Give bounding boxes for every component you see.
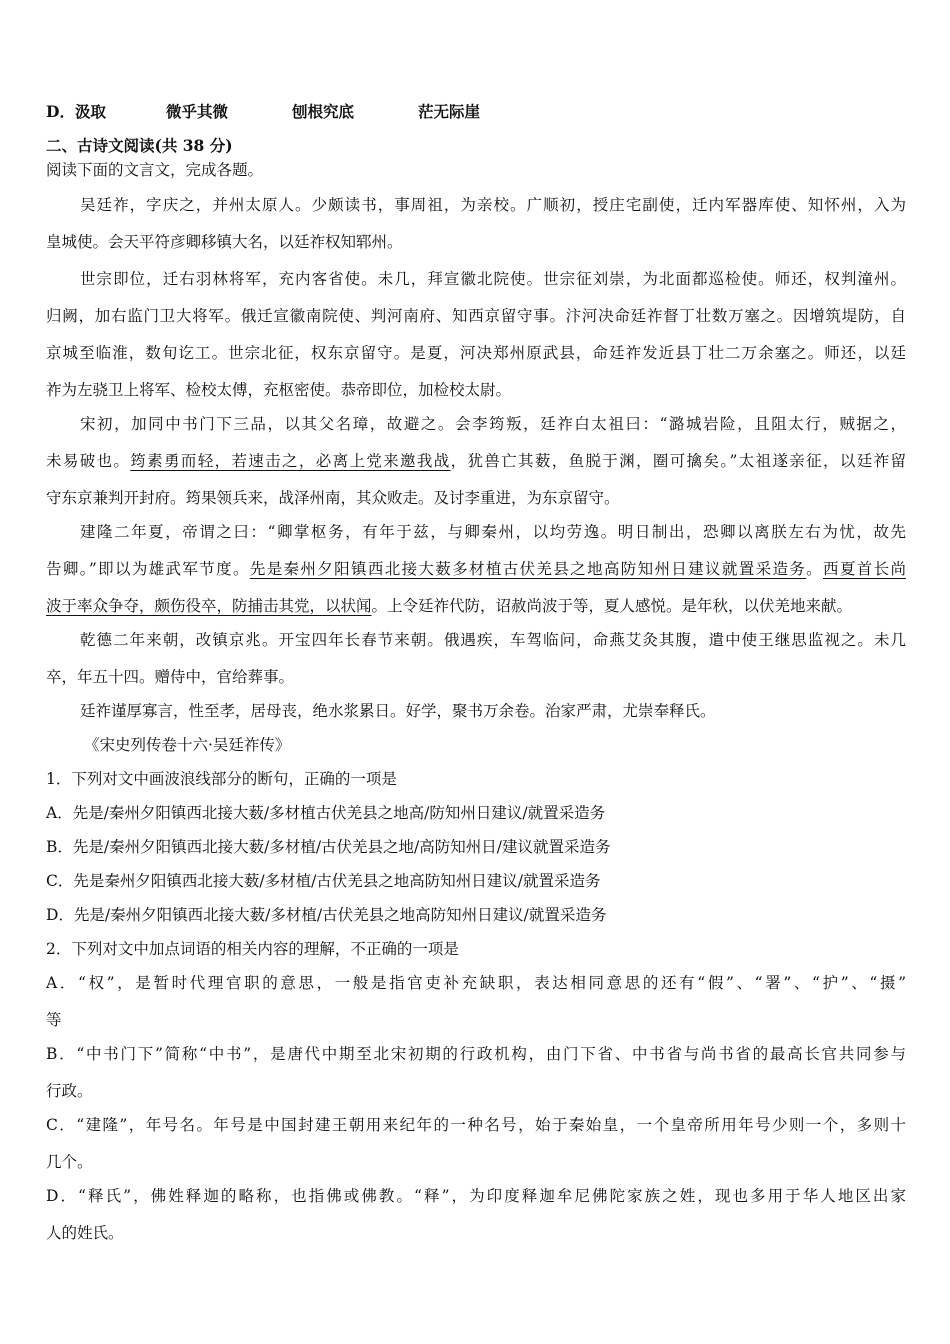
- p4-l3-part-b: 。上令廷祚代防，诏赦尚波于等，夏人感悦。是年秋，以伏羌地来献。: [371, 597, 853, 615]
- passage-p2-line1: 世宗即位，迁右羽林将军，充内客省使。未几，拜宣徽北院使。世宗征刘崇，为北面都巡检使。师还，权判潼州。: [80, 270, 906, 288]
- passage-p5-line1: 乾德二年来朝，改镇京兆。开宝四年长春节来朝。俄遇疾，车驾临问，命燕艾灸其腹，遣中使王继思监视之。未几: [80, 631, 906, 649]
- p3-l2-part-c: ，犹兽亡其薮，鱼脱于渊，圈可擒矣。”太祖遂亲征，以廷祚留: [450, 452, 906, 470]
- q2-option-c-line1: C．“建隆”，年号名。年号是中国封建王朝用来纪年的一种名号，始于秦始皇，一个皇帝所用年号少则一个，多则十: [46, 1116, 906, 1134]
- passage-p5-line2: 卒，年五十四。赠侍中，官给葬事。: [46, 668, 295, 686]
- section-instruction: 阅读下面的文言文，完成各题。: [46, 161, 264, 179]
- underlined-sentence-2-end: 波于率众争夺，颇伤役卒，防捕击其党，以状闻: [46, 597, 372, 615]
- passage-p4-line1: 建隆二年夏，帝谓之曰：“卿掌枢务，有年于兹，与卿秦州，以均劳逸。明日制出，恐卿以离朕左右为忧，故先: [80, 523, 906, 541]
- q2-option-a-line2: 等: [46, 1011, 62, 1029]
- p3-l2-part-a: 未易破也。: [46, 452, 131, 470]
- q2-option-c-line2: 几个。: [46, 1153, 93, 1171]
- passage-p2-line2: 归阙，加右监门卫大将军。俄迁宣徽南院使、判河南府、知西京留守事。汴河决命廷祚督丁壮数万塞之。因增筑堤防，自: [46, 307, 906, 325]
- q2-option-b-line1: B．“中书门下”简称“中书”，是唐代中期至北宋初期的行政机构，由门下省、中书省与尚书省的最高长官共同参与: [46, 1045, 906, 1063]
- q1-option-b: B．先是/秦州夕阳镇西北接大薮/多材植/古伏羌县之地/高防知州日/建议就置采造务: [46, 838, 611, 856]
- underlined-sentence-1: 筠素勇而轻，若速击之，必离上党来邀我战: [130, 452, 451, 470]
- option-d-letter: D．汲取: [46, 102, 106, 121]
- q1-option-d: D．先是/秦州夕阳镇西北接大薮/多材植/古伏羌县之地高防知州日建议/就置采造务: [46, 906, 607, 924]
- p4-l2-part-c: 。: [806, 560, 824, 578]
- q1-option-c: C．先是秦州夕阳镇西北接大薮/多材植/古伏羌县之地高防知州日建议/就置采造务: [46, 872, 601, 890]
- q2-option-b-line2: 行政。: [46, 1082, 93, 1100]
- passage-p4-line2: [46, 559, 906, 579]
- prev-question-option-d: [46, 102, 906, 122]
- q2-stem: 2．下列对文中加点词语的相关内容的理解，不正确的一项是: [46, 940, 459, 958]
- passage-p1-line1: 吴廷祚，字庆之，并州太原人。少颇读书，事周祖，为亲校。广顺初，授庄宅副使，迁内军器库使、知怀州，入为: [80, 196, 906, 214]
- option-d-word-2: 微乎其微: [166, 102, 229, 121]
- q1-stem: 1．下列对文中画波浪线部分的断句，正确的一项是: [46, 770, 397, 788]
- p4-l2-part-a: 告卿。”即以为雄武军节度。: [46, 560, 250, 578]
- passage-p2-line4: 祚为左骁卫上将军、检校太傅，充枢密使。恭帝即位，加检校太尉。: [46, 381, 512, 399]
- passage-p3-line1: 宋初，加同中书门下三品，以其父名璋，故避之。会李筠叛，廷祚白太祖曰：“潞城岩险，且阻太行，贼据之，: [80, 415, 906, 433]
- passage-p3-line3: 守东京兼判开封府。筠果领兵来，战泽州南，其众败走。及讨李重进，为东京留守。: [46, 489, 620, 507]
- passage-p6-line1: 廷祚谨厚寡言，性至孝，居母丧，绝水浆累日。好学，聚书万余卷。治家严肃，尤崇奉释氏。: [80, 702, 716, 720]
- passage-p1-line2: 皇城使。会天平符彦卿移镇大名，以廷祚权知郓州。: [46, 233, 403, 251]
- passage-p4-line3: [46, 596, 906, 616]
- passage-p2-line3: 京城至临淮，数旬讫工。世宗北征，权东京留守。是夏，河决郑州原武县，命廷祚发近县丁壮二万余塞之。师还，以廷: [46, 344, 906, 362]
- q2-option-a-line1: A．“权”，是暂时代理官职的意思，一般是指官吏补充缺职，表达相同意思的还有“假”、“署”、“护”、“摄”: [46, 974, 906, 992]
- q2-option-d-line1: D．“释氏”，佛姓释迦的略称，也指佛或佛教。“释”，为印度释迦牟尼佛陀家族之姓，现也多用于华人地区出家: [46, 1187, 906, 1205]
- section-heading: 二、古诗文阅读(共 38 分): [46, 136, 233, 155]
- q1-option-a: A．先是/秦州夕阳镇西北接大薮/多材植古伏羌县之地高/防知州日建议/就置采造务: [46, 804, 606, 822]
- passage-p3-line2: [46, 451, 906, 471]
- q2-option-d-line2: 人的姓氏。: [46, 1224, 124, 1242]
- option-d-word-4: 茫无际崖: [418, 102, 481, 121]
- wavy-underlined-passage: 先是秦州夕阳镇西北接大薮多材植古伏羌县之地高防知州日建议就置采造务: [249, 560, 807, 578]
- option-d-word-3: 刨根究底: [292, 102, 355, 121]
- underlined-sentence-2-start: 西夏首长尚: [823, 560, 906, 578]
- passage-source: 《宋史列传卷十六·吴廷祚传》: [84, 736, 291, 754]
